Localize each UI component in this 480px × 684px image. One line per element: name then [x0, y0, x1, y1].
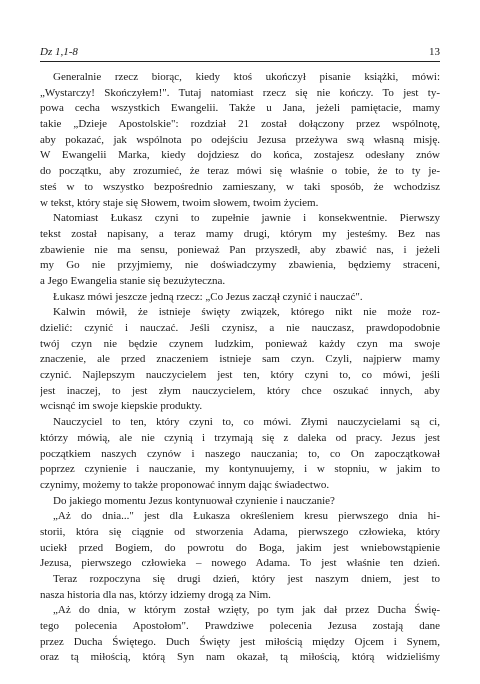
text-line: wcisnąć im swoje kiepskie produkty. — [40, 400, 203, 413]
text-line: którzy mówią, ale nie czynią i trzymają się z daleka od pracy. Jezus jest — [40, 431, 440, 444]
text-line: oraz tą miłością, którą Syn nam okazał, tą miłością, którą widzieliśmy — [40, 651, 440, 664]
text-line: W Ewangelii Marka, kiedy dojdziesz do końca, zostajesz odesłany znów — [40, 149, 440, 162]
text-line: aby pokazać, jak wspólnota po odejściu Jezusa przeżywa swą własną misję. — [40, 133, 440, 146]
text-line: znaczenie, ale przed znaczeniem istnieje sam czyn. Czyli, najpierw mamy — [40, 353, 440, 366]
text-line: Generalnie rzecz biorąc, kiedy ktoś ukończył pisanie książki, mówi: — [53, 71, 440, 83]
text-line: dzielić: czynić i nauczać. Jeśli czynisz, a nie nauczasz, prawdopodobnie — [40, 322, 440, 334]
text-line: czynimy, możemy to także proponować innym dając świadectwo. — [40, 478, 330, 491]
text-line: przez Ducha Świętego. Duch Święty jest miłością między Ojcem i Synem, — [40, 635, 440, 648]
text-line: Nauczyciel to ten, który czyni to, co mówi. Złymi nauczycielami są ci, — [53, 416, 440, 429]
text-line: Łukasz mówi jeszcze jedną rzecz: „Co Jezus zaczął czynić i nauczać". — [53, 290, 363, 303]
text-line: nasza historia dla nas, którzy idziemy drogą za Nim. — [40, 588, 271, 601]
header-rule — [40, 61, 440, 62]
text-line: takie „Dzieje Apostolskie": rozdział 21 został dołączony przez wspólnotę, — [40, 118, 440, 131]
text-line: jest inaczej, to jest złym nauczycielem, który chce oszukać innych, aby — [40, 384, 440, 397]
text-line: „Aż do dnia, w którym został wzięty, po tym jak dał przez Ducha Świę- — [53, 604, 440, 617]
text-line: storii, która się ciągnie od stworzenia Adama, pierwszego człowieka, który — [40, 525, 440, 538]
text-line: my Go nie przyjmiemy, nie doświadczymy zbawienia, będziemy straceni, — [40, 259, 440, 272]
chapter-reference: Dz 1,1-8 — [40, 46, 78, 58]
text-line: twój czyn nie będzie czynem ludzkim, ponieważ każdy czyn ma swoje — [40, 337, 440, 350]
text-line: „Aż do dnia..." jest dla Łukasza określeniem kresu pierwszego dnia hi- — [53, 510, 440, 523]
text-line: Kalwin mówił, że istnieje święty związek, którego nikt nie może roz- — [53, 306, 440, 319]
text-line: „Wystarczy! Skończyłem!". Tutaj natomiast rzecz się nie kończy. To jest ty- — [40, 86, 440, 99]
text-line: uciekł przed Bogiem, do powrotu do Boga, jakim jest wniebowstąpienie — [40, 541, 440, 554]
text-line: tekst został napisany, a teraz mamy drugi, którym my jesteśmy. Bez nas — [40, 227, 440, 240]
text-line: Natomiast Łukasz czyni to zupełnie jawnie i konsekwentnie. Pierwszy — [53, 212, 440, 225]
text-line: steś w to wszystko bezpośrednio zamieszany, w taki sposób, że wchodzisz — [40, 180, 440, 193]
text-line: tego polecenia Apostołom". Prawdziwe polecenia Jezusa zostają dane — [40, 620, 440, 633]
text-line: poprzez czynienie i nauczanie, my kontynuujemy, i w stopniu, w jakim to — [40, 463, 440, 476]
running-head — [40, 44, 440, 60]
text-line: czynić. Najlepszym nauczycielem jest ten, który czyni to, co mówi, jeśli — [40, 369, 440, 382]
text-line: Do jakiego momentu Jezus kontynuował czynienie i nauczanie? — [53, 494, 335, 507]
text-line: a Jego Ewangelia stanie się bezużyteczna. — [40, 274, 226, 287]
body-text — [40, 70, 440, 666]
page-number: 13 — [429, 46, 440, 58]
text-line: powa cecha wszystkich Ewangelii. Także u Jana, jeżeli pamiętacie, mamy — [40, 102, 440, 115]
text-line: Jezusa, pierwszego człowieka – nowego Adama. To jest właśnie ten dzień. — [40, 557, 440, 570]
text-line: zbawienie nie ma sensu, ponieważ Pan przyszedł, aby zbawić nas, i jeżeli — [40, 243, 440, 256]
text-line: początkiem naszych czynów i naszego nauczania; to, co On zapoczątkował — [40, 447, 440, 460]
text-line: w tekst, który staje się Słowem, twoim słowem, twoim życiem. — [40, 196, 319, 209]
text-line: do początku, aby zrozumieć, że teraz mówi się właśnie o tobie, że to ty je- — [40, 165, 440, 178]
text-line: Teraz rozpoczyna się drugi dzień, który jest naszym dniem, jest to — [53, 573, 440, 585]
